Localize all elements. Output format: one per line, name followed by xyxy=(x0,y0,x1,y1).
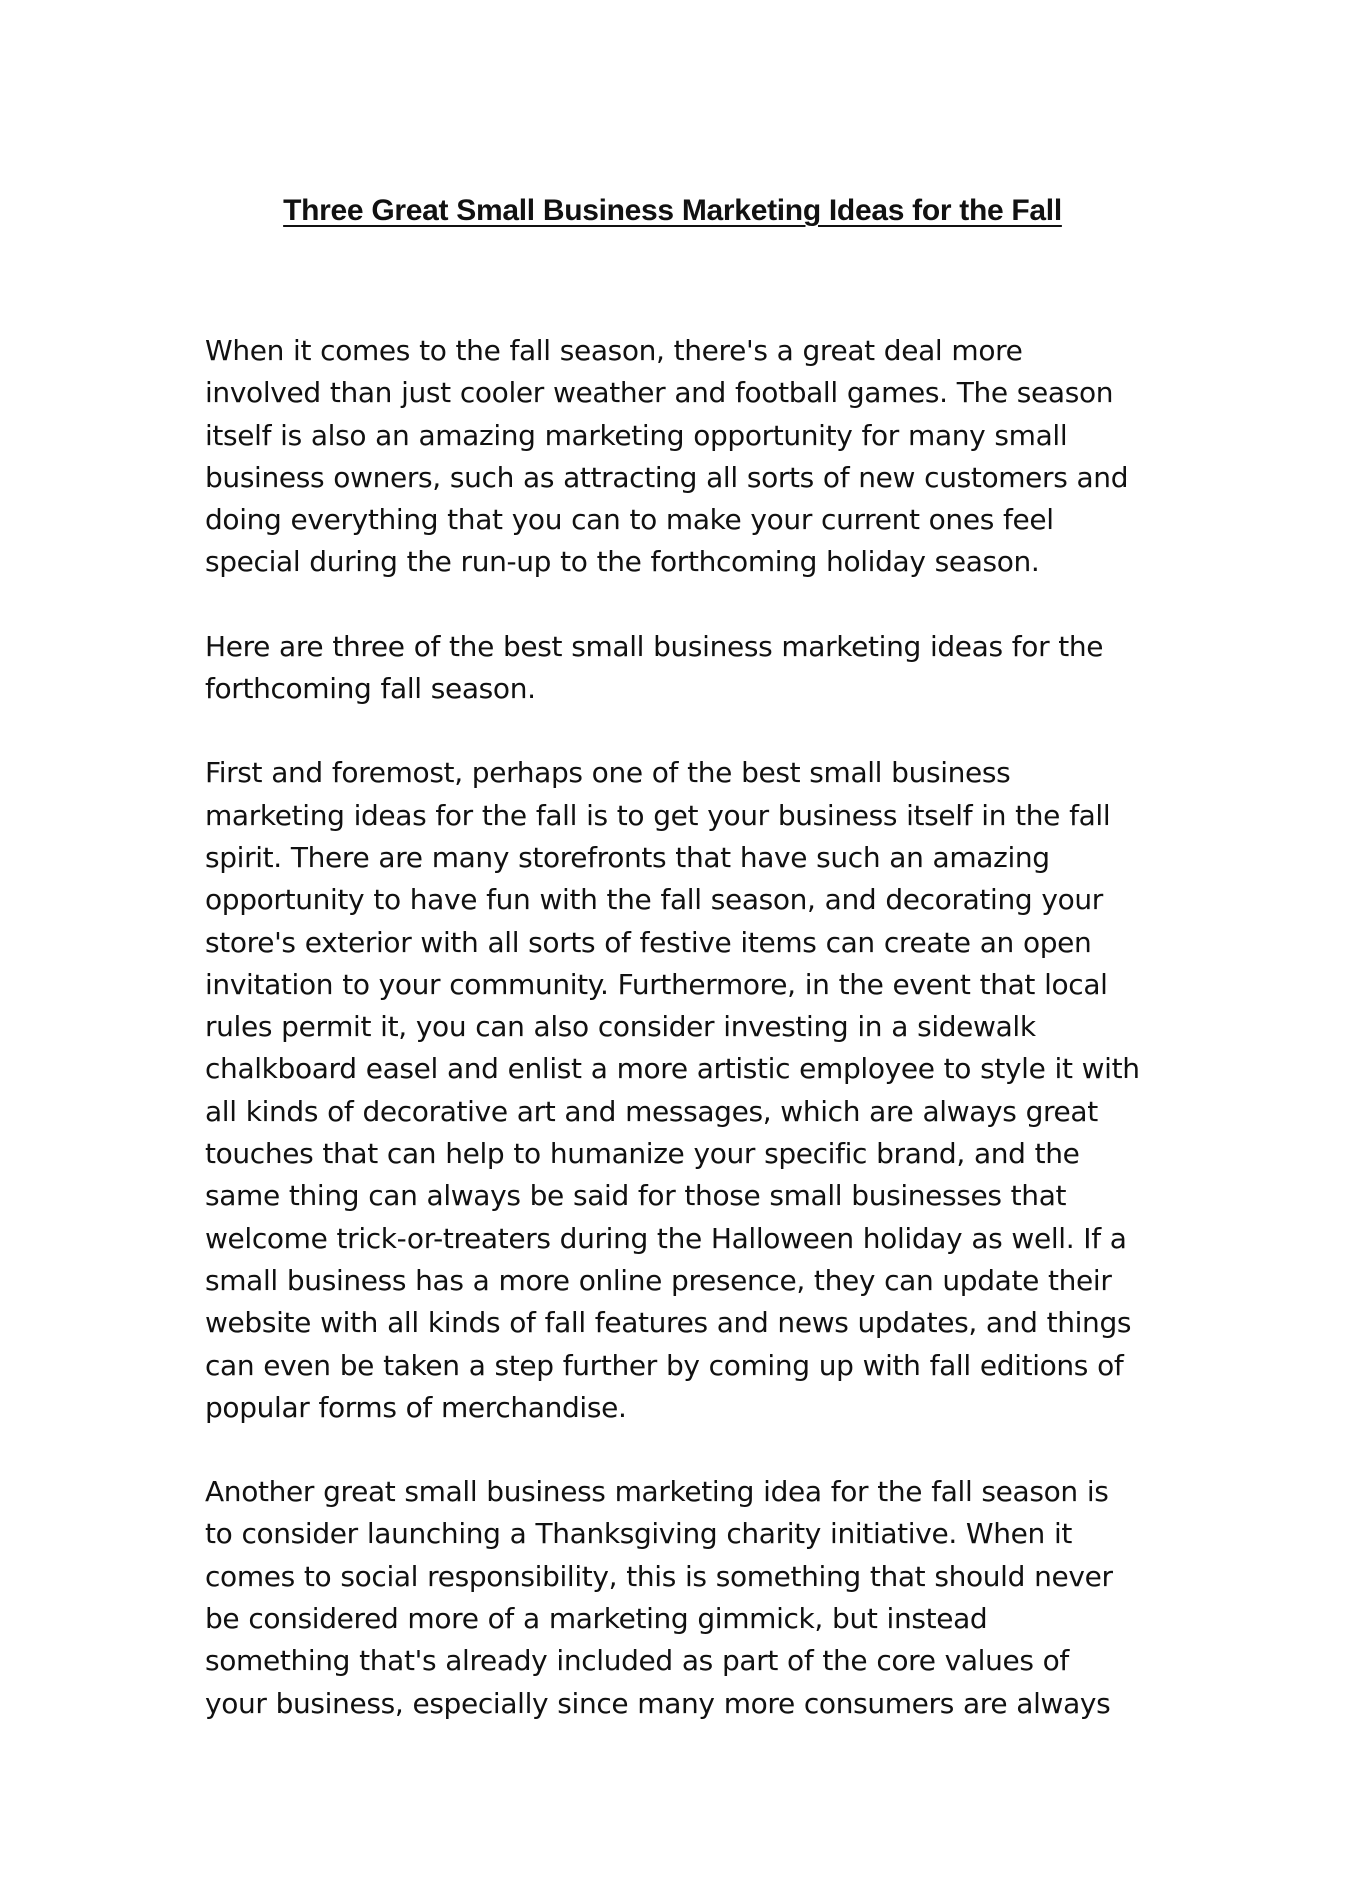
paragraph-idea-one: First and foremost, perhaps one of the best small business marketing ideas for the fall is to get your business itself in the fall spirit. There are many storefronts that have such an amazing opportunity to have fun with the fall season, and decorating your store's exterior with all sorts of festive items can create an open invitation to your community. Furthermore, in the event that local rules permit it, you can also consider investing in a sidewalk chalkboard easel and enlist a more artistic employee to style it with all kinds of decorative art and messages, which are always great touches that can help to humanize your specific brand, and the same thing can always be said for those small businesses that welcome trick-or-treaters during the Halloween holiday as well. If a small business has a more online presence, they can update their website with all kinds of fall features and news updates, and things can even be taken a step further by coming up with fall editions of popular forms of merchandise. xyxy=(205,756,1140,1424)
document-title: Three Great Small Business Marketing Ideas for the Fall xyxy=(283,194,1062,227)
document-body xyxy=(205,330,1185,1767)
paragraph-intro: When it comes to the fall season, there's a great deal more involved than just cooler weather and football games. The season itself is also an amazing marketing opportunity for many small business owners, such as attracting all sorts of new customers and doing everything that you can to make your current ones feel special during the run-up to the forthcoming holiday season. xyxy=(205,334,1129,579)
paragraph-overview: Here are three of the best small business marketing ideas for the forthcoming fall season. xyxy=(205,629,1104,706)
paragraph-idea-two: Another great small business marketing idea for the fall season is to consider launching a Thanksgiving charity initiative. When it comes to social responsibility, this is something that should never be considered more of a marketing gimmick, but instead something that's already included as part of the core values of your business, especially since many more consumers are always xyxy=(205,1475,1113,1720)
